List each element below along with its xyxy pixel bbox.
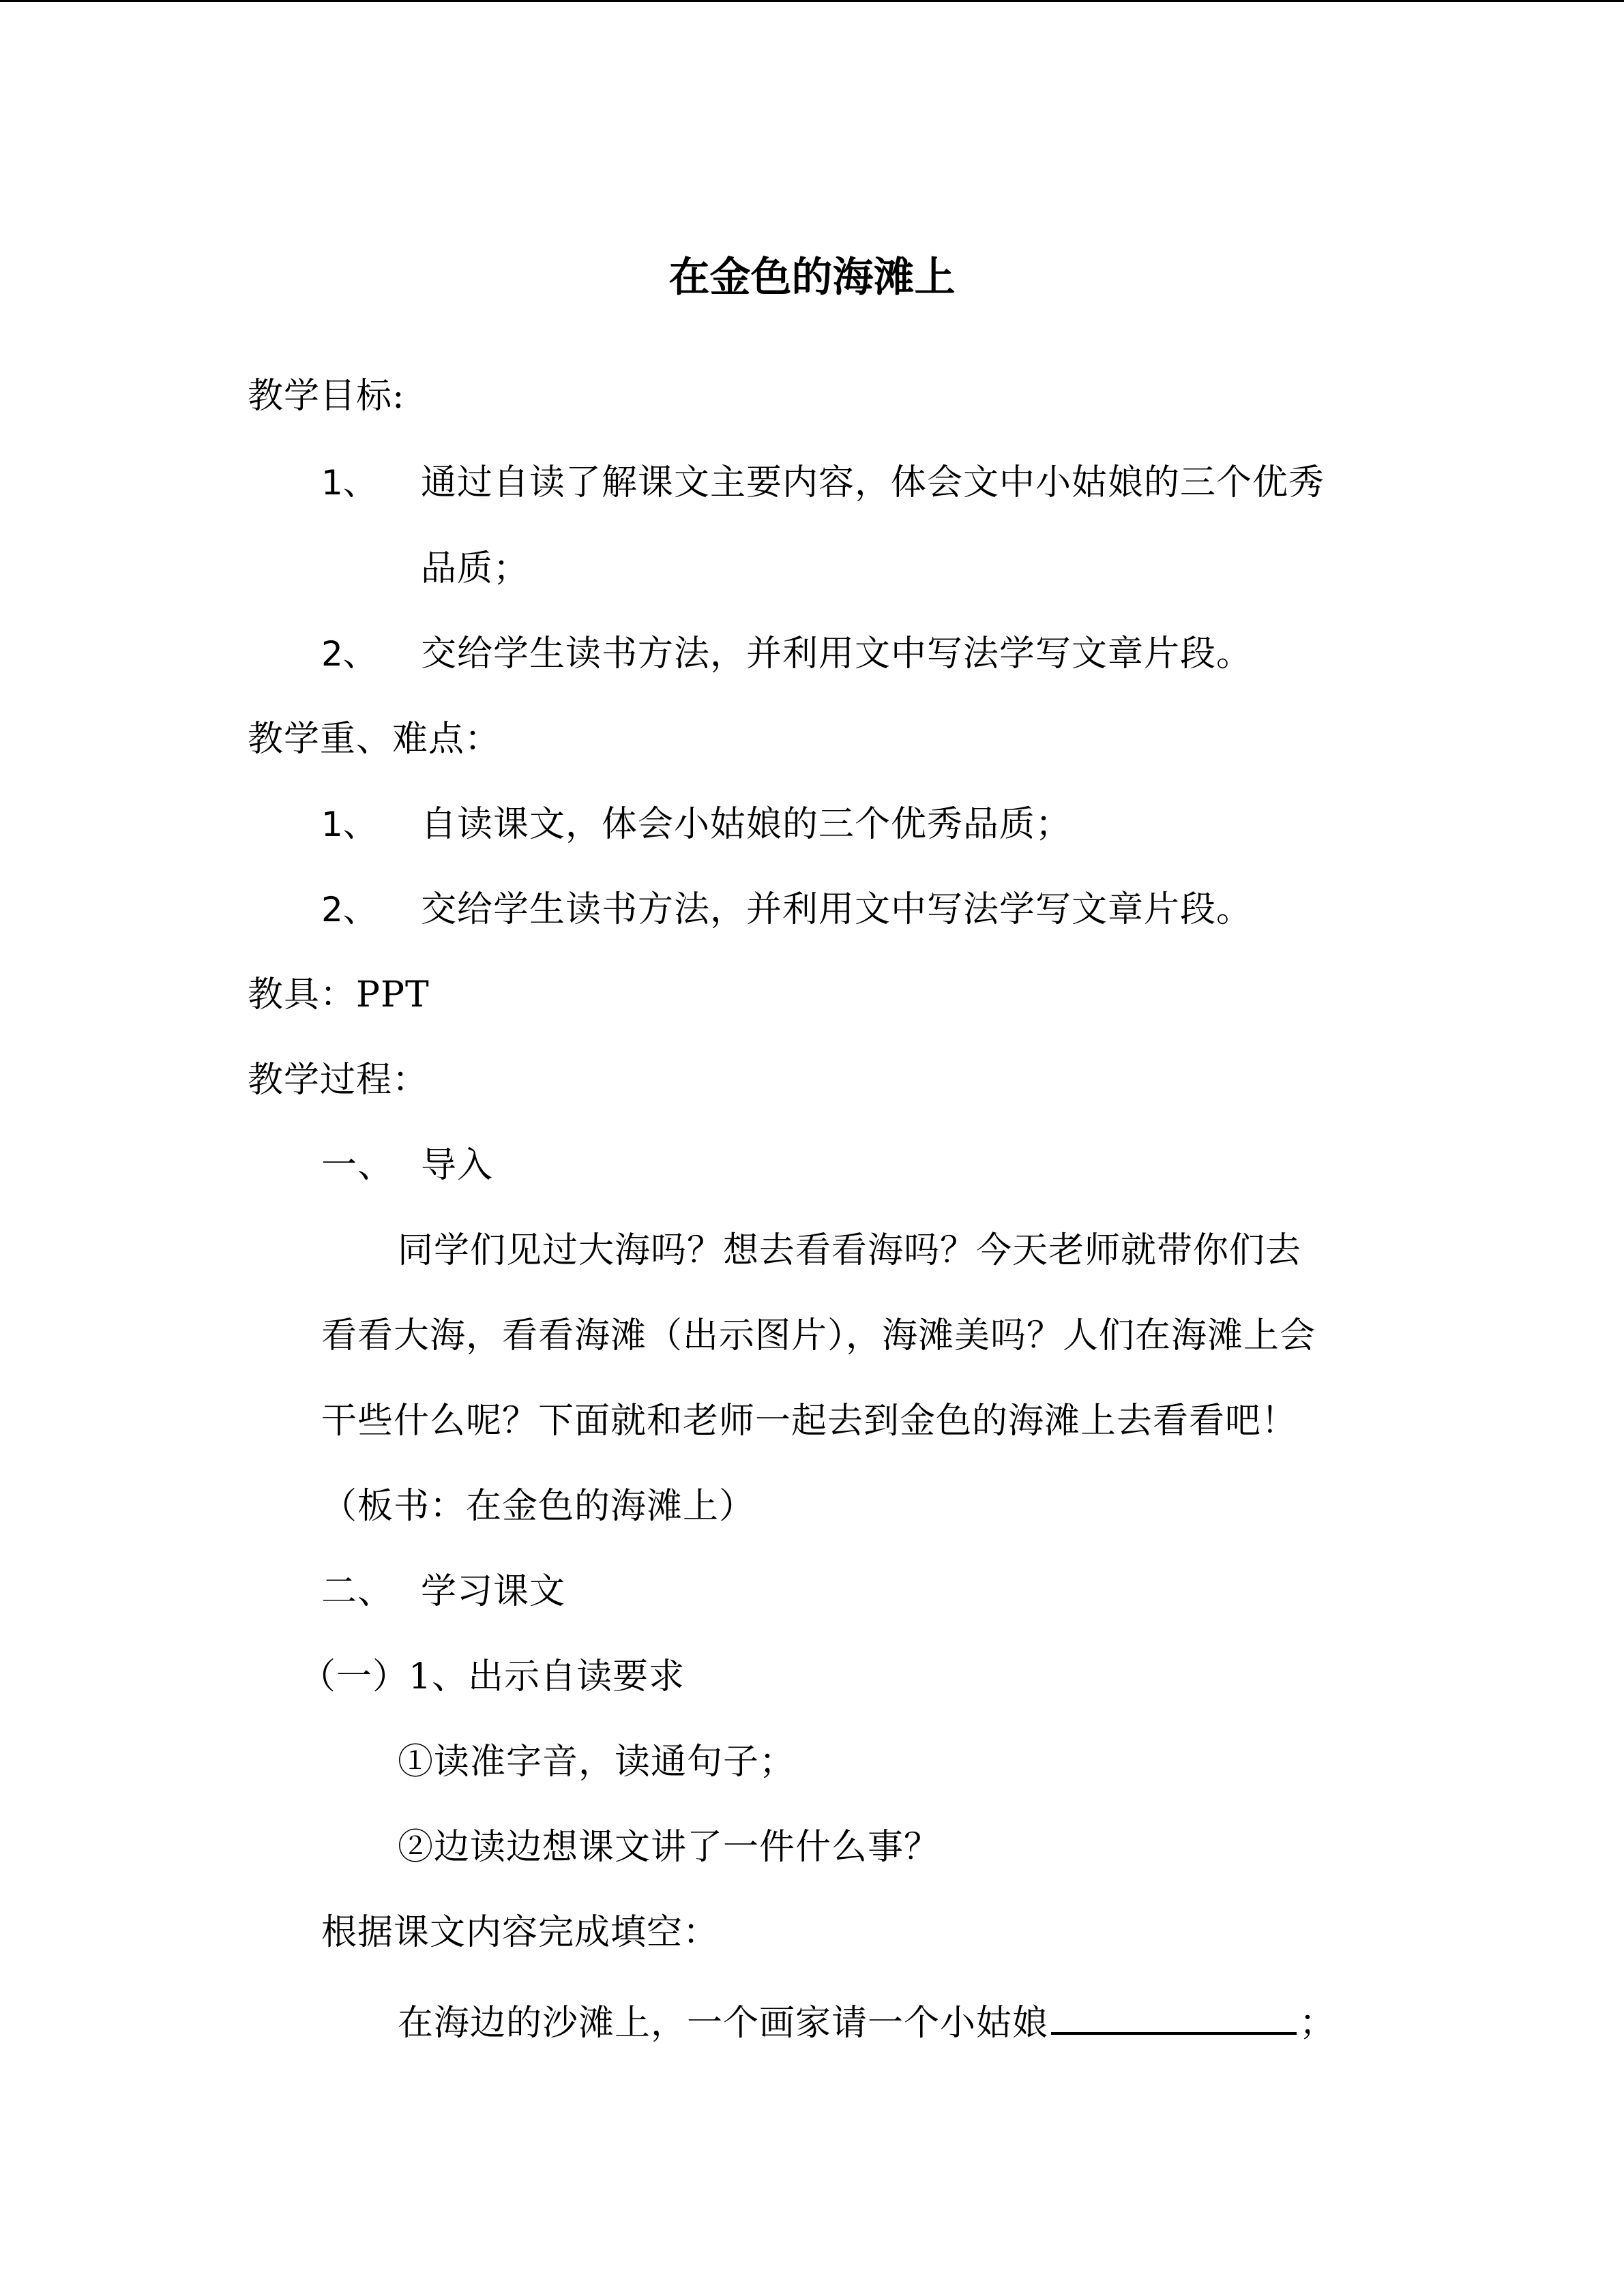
section-1-number: 一、 xyxy=(321,1145,394,1186)
subsection-heading: （一）1、出示自读要求 xyxy=(300,1656,685,1697)
section-2-number: 二、 xyxy=(321,1571,394,1612)
section-1-label: 导入 xyxy=(421,1145,494,1186)
reading-requirement-1: ①读准字音，读通句子； xyxy=(398,1742,796,1783)
objective-2-number: 2、 xyxy=(321,634,377,674)
keypoint-1-number: 1、 xyxy=(321,805,377,844)
section-2-label: 学习课文 xyxy=(421,1571,566,1612)
reading-requirement-2: ②边读边想课文讲了一件什么事？ xyxy=(398,1827,941,1868)
objective-1-number: 1、 xyxy=(321,463,377,503)
intro-paragraph-line-3: 干些什么呢？下面就和老师一起去到金色的海滩上去看看吧！ xyxy=(321,1401,1298,1442)
fill-in-sentence-end: ； xyxy=(1299,2003,1336,2044)
intro-paragraph-line-2: 看看大海，看看海滩（出示图片），海滩美吗？人们在海滩上会 xyxy=(321,1315,1316,1356)
objective-1-text: 通过自读了解课文主要内容，体会文中小姑娘的三个优秀 xyxy=(421,462,1325,503)
objective-2-text: 交给学生读书方法，并利用文中写法学写文章片段。 xyxy=(421,633,1253,674)
process-heading: 教学过程： xyxy=(248,1060,429,1101)
keypoint-1-text: 自读课文，体会小姑娘的三个优秀品质； xyxy=(421,804,1072,845)
document-title: 在金色的海滩上 xyxy=(668,254,956,301)
intro-paragraph-line-1: 同学们见过大海吗？想去看看海吗？今天老师就带你们去 xyxy=(398,1230,1302,1271)
fill-in-sentence-start: 在海边的沙滩上，一个画家请一个小姑娘 xyxy=(398,2003,1049,2044)
keypoints-heading: 教学重、难点： xyxy=(248,719,501,760)
intro-paragraph-line-4: （板书：在金色的海滩上） xyxy=(321,1486,756,1527)
fill-in-sentence xyxy=(398,1997,1335,2044)
fill-in-blank xyxy=(1051,1997,1297,2035)
keypoint-2-text: 交给学生读书方法，并利用文中写法学写文章片段。 xyxy=(421,889,1253,930)
objective-1-text-continued: 品质； xyxy=(421,548,530,589)
teaching-tools: 教具：PPT xyxy=(248,974,430,1015)
fill-in-intro: 根据课文内容完成填空： xyxy=(321,1912,720,1953)
keypoint-2-number: 2、 xyxy=(321,890,377,929)
objectives-heading: 教学目标: xyxy=(248,376,405,417)
